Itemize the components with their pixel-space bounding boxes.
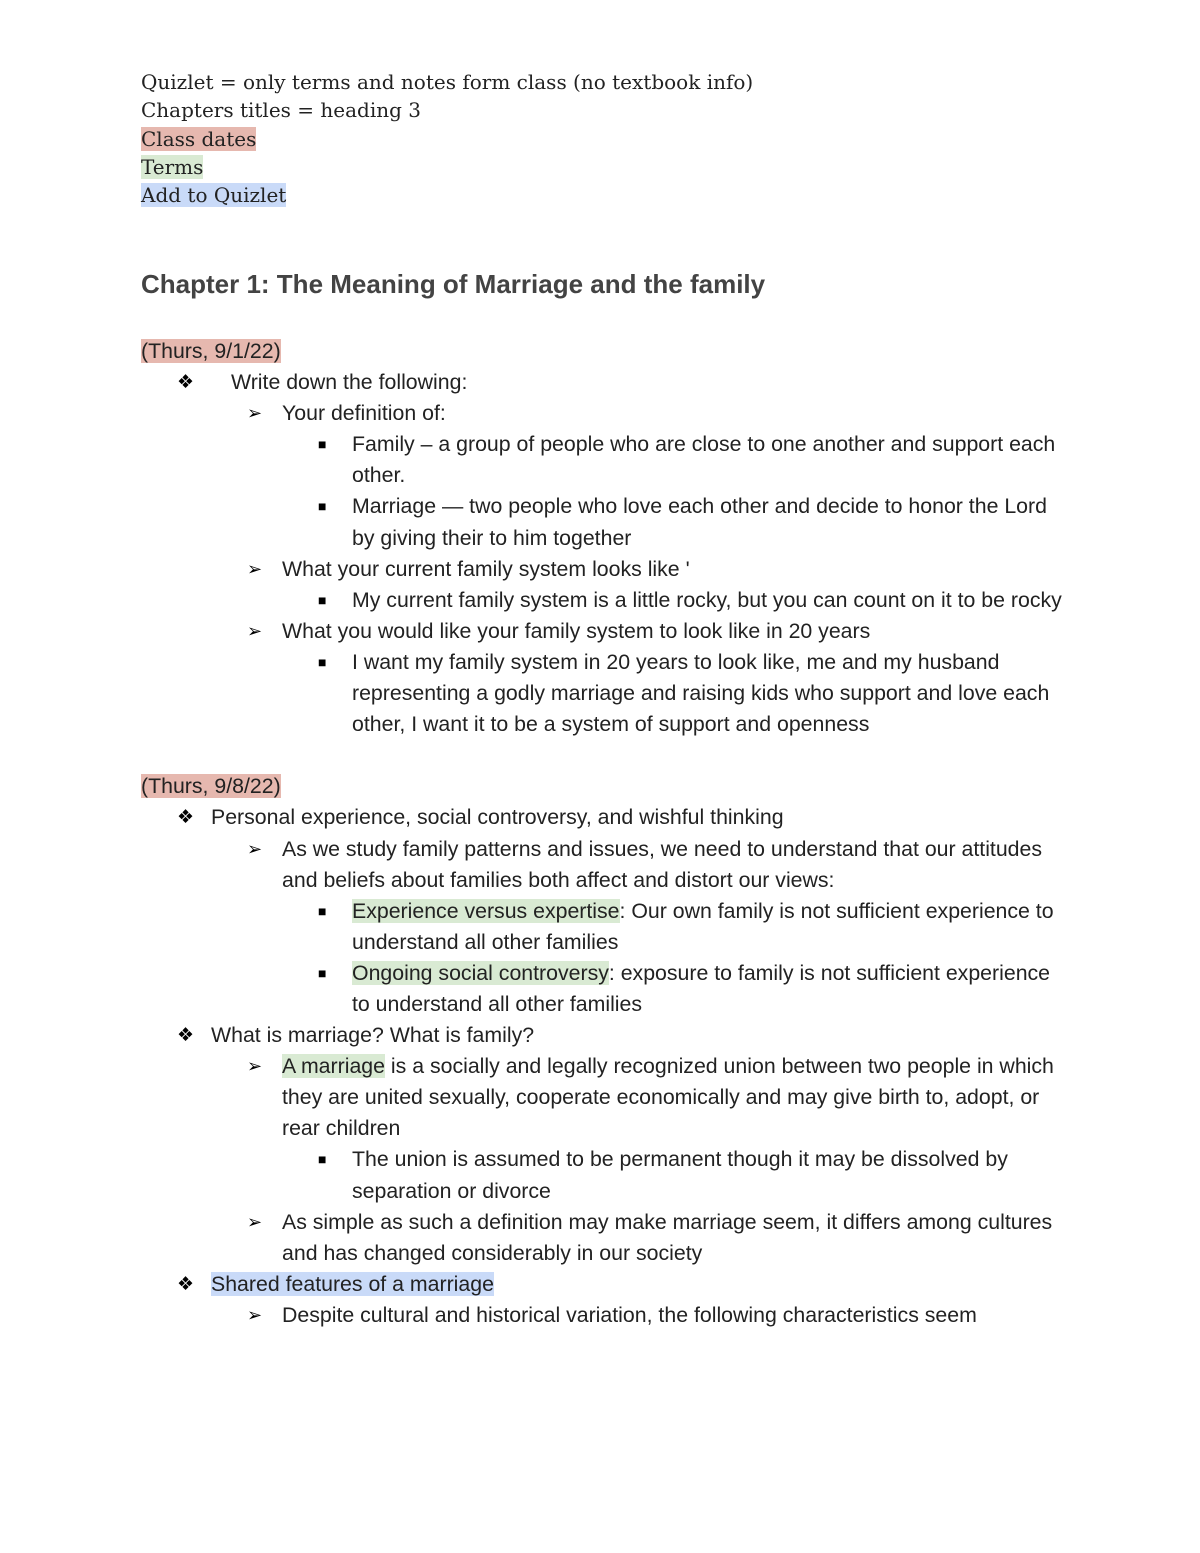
quizlet-highlight: Shared features of a marriage bbox=[211, 1271, 494, 1296]
list-item: ■ Family – a group of people who are close to one another and support each other. bbox=[141, 429, 1071, 491]
legend-add-to-quizlet: Add to Quizlet bbox=[141, 183, 287, 208]
square-bullet-icon: ■ bbox=[318, 1151, 327, 1168]
list-item: ➢ Your definition of: bbox=[141, 398, 1071, 429]
diamond-bullet-icon: ❖ bbox=[177, 807, 195, 829]
term-highlight: Experience versus expertise bbox=[352, 898, 620, 923]
term-highlight: Ongoing social controversy bbox=[352, 960, 609, 985]
arrowhead-bullet-icon: ➢ bbox=[247, 1304, 263, 1325]
diamond-bullet-icon: ❖ bbox=[177, 1025, 195, 1047]
square-bullet-icon: ■ bbox=[318, 964, 327, 981]
arrowhead-bullet-icon: ➢ bbox=[247, 838, 263, 859]
square-bullet-icon: ■ bbox=[318, 653, 327, 670]
list-item: ■ I want my family system in 20 years to look like, me and my husband representing a godly marriage and raising kids who support and love each other, I want it to be a system of support and openness bbox=[141, 647, 1071, 740]
diamond-bullet-icon: ❖ bbox=[177, 1273, 195, 1295]
list-item bbox=[141, 1269, 1071, 1300]
list-item: ■ The union is assumed to be permanent though it may be dissolved by separation or divorce bbox=[141, 1144, 1071, 1206]
legend-line-chapters: Chapters titles = heading 3 bbox=[141, 98, 422, 123]
square-bullet-icon: ■ bbox=[318, 591, 327, 608]
list-item: ■ Ongoing social controversy: exposure to family is not sufficient experience to understand all other families bbox=[141, 958, 1071, 1020]
list-item: ■ Marriage — two people who love each other and decide to honor the Lord by giving their to him together bbox=[141, 491, 1071, 553]
legend-class-dates: Class dates bbox=[141, 126, 257, 151]
square-bullet-icon: ■ bbox=[318, 902, 327, 919]
legend bbox=[141, 68, 753, 209]
arrowhead-bullet-icon: ➢ bbox=[247, 558, 263, 579]
legend-line-quizlet: Quizlet = only terms and notes form class (no textbook info) bbox=[141, 70, 754, 94]
list-item: ➢ What you would like your family system to look like in 20 years bbox=[141, 616, 1071, 647]
list-item: ■ My current family system is a little rocky, but you can count on it to be rocky bbox=[141, 585, 1071, 616]
arrowhead-bullet-icon: ➢ bbox=[247, 1056, 263, 1077]
arrowhead-bullet-icon: ➢ bbox=[247, 403, 263, 424]
diamond-bullet-icon: ❖ bbox=[177, 372, 195, 394]
list-item: ➢ A marriage is a socially and legally recognized union between two people in which they are united sexually, cooperate economically and may give birth to, adopt, or rear children bbox=[141, 1051, 1071, 1144]
list-item: ➢ As we study family patterns and issues, we need to understand that our attitudes and beliefs about families both affect and distort our views: bbox=[141, 834, 1071, 896]
list-item: ❖ What is marriage? What is family? bbox=[141, 1020, 1071, 1051]
class-date: (Thurs, 9/8/22) bbox=[141, 774, 281, 799]
term-highlight: A marriage bbox=[282, 1054, 385, 1079]
arrowhead-bullet-icon: ➢ bbox=[247, 1211, 263, 1232]
notes-body bbox=[141, 336, 1071, 1331]
list-item: ➢ Despite cultural and historical variation, the following characteristics seem bbox=[141, 1300, 1071, 1331]
chapter-title: Chapter 1: The Meaning of Marriage and the family bbox=[141, 269, 766, 299]
list-item: ■ Experience versus expertise: Our own family is not sufficient experience to understand all other families bbox=[141, 896, 1071, 958]
list-item: ➢ As simple as such a definition may make marriage seem, it differs among cultures and has changed considerably in our society bbox=[141, 1207, 1071, 1269]
legend-terms: Terms bbox=[141, 154, 204, 179]
square-bullet-icon: ■ bbox=[318, 498, 327, 515]
class-date: (Thurs, 9/1/22) bbox=[141, 339, 281, 363]
list-item: ❖ Personal experience, social controversy, and wishful thinking bbox=[141, 802, 1071, 833]
arrowhead-bullet-icon: ➢ bbox=[247, 620, 263, 641]
square-bullet-icon: ■ bbox=[318, 436, 327, 453]
list-item: ❖ Write down the following: bbox=[141, 367, 1071, 398]
list-item: ➢ What your current family system looks like ' bbox=[141, 554, 1071, 585]
